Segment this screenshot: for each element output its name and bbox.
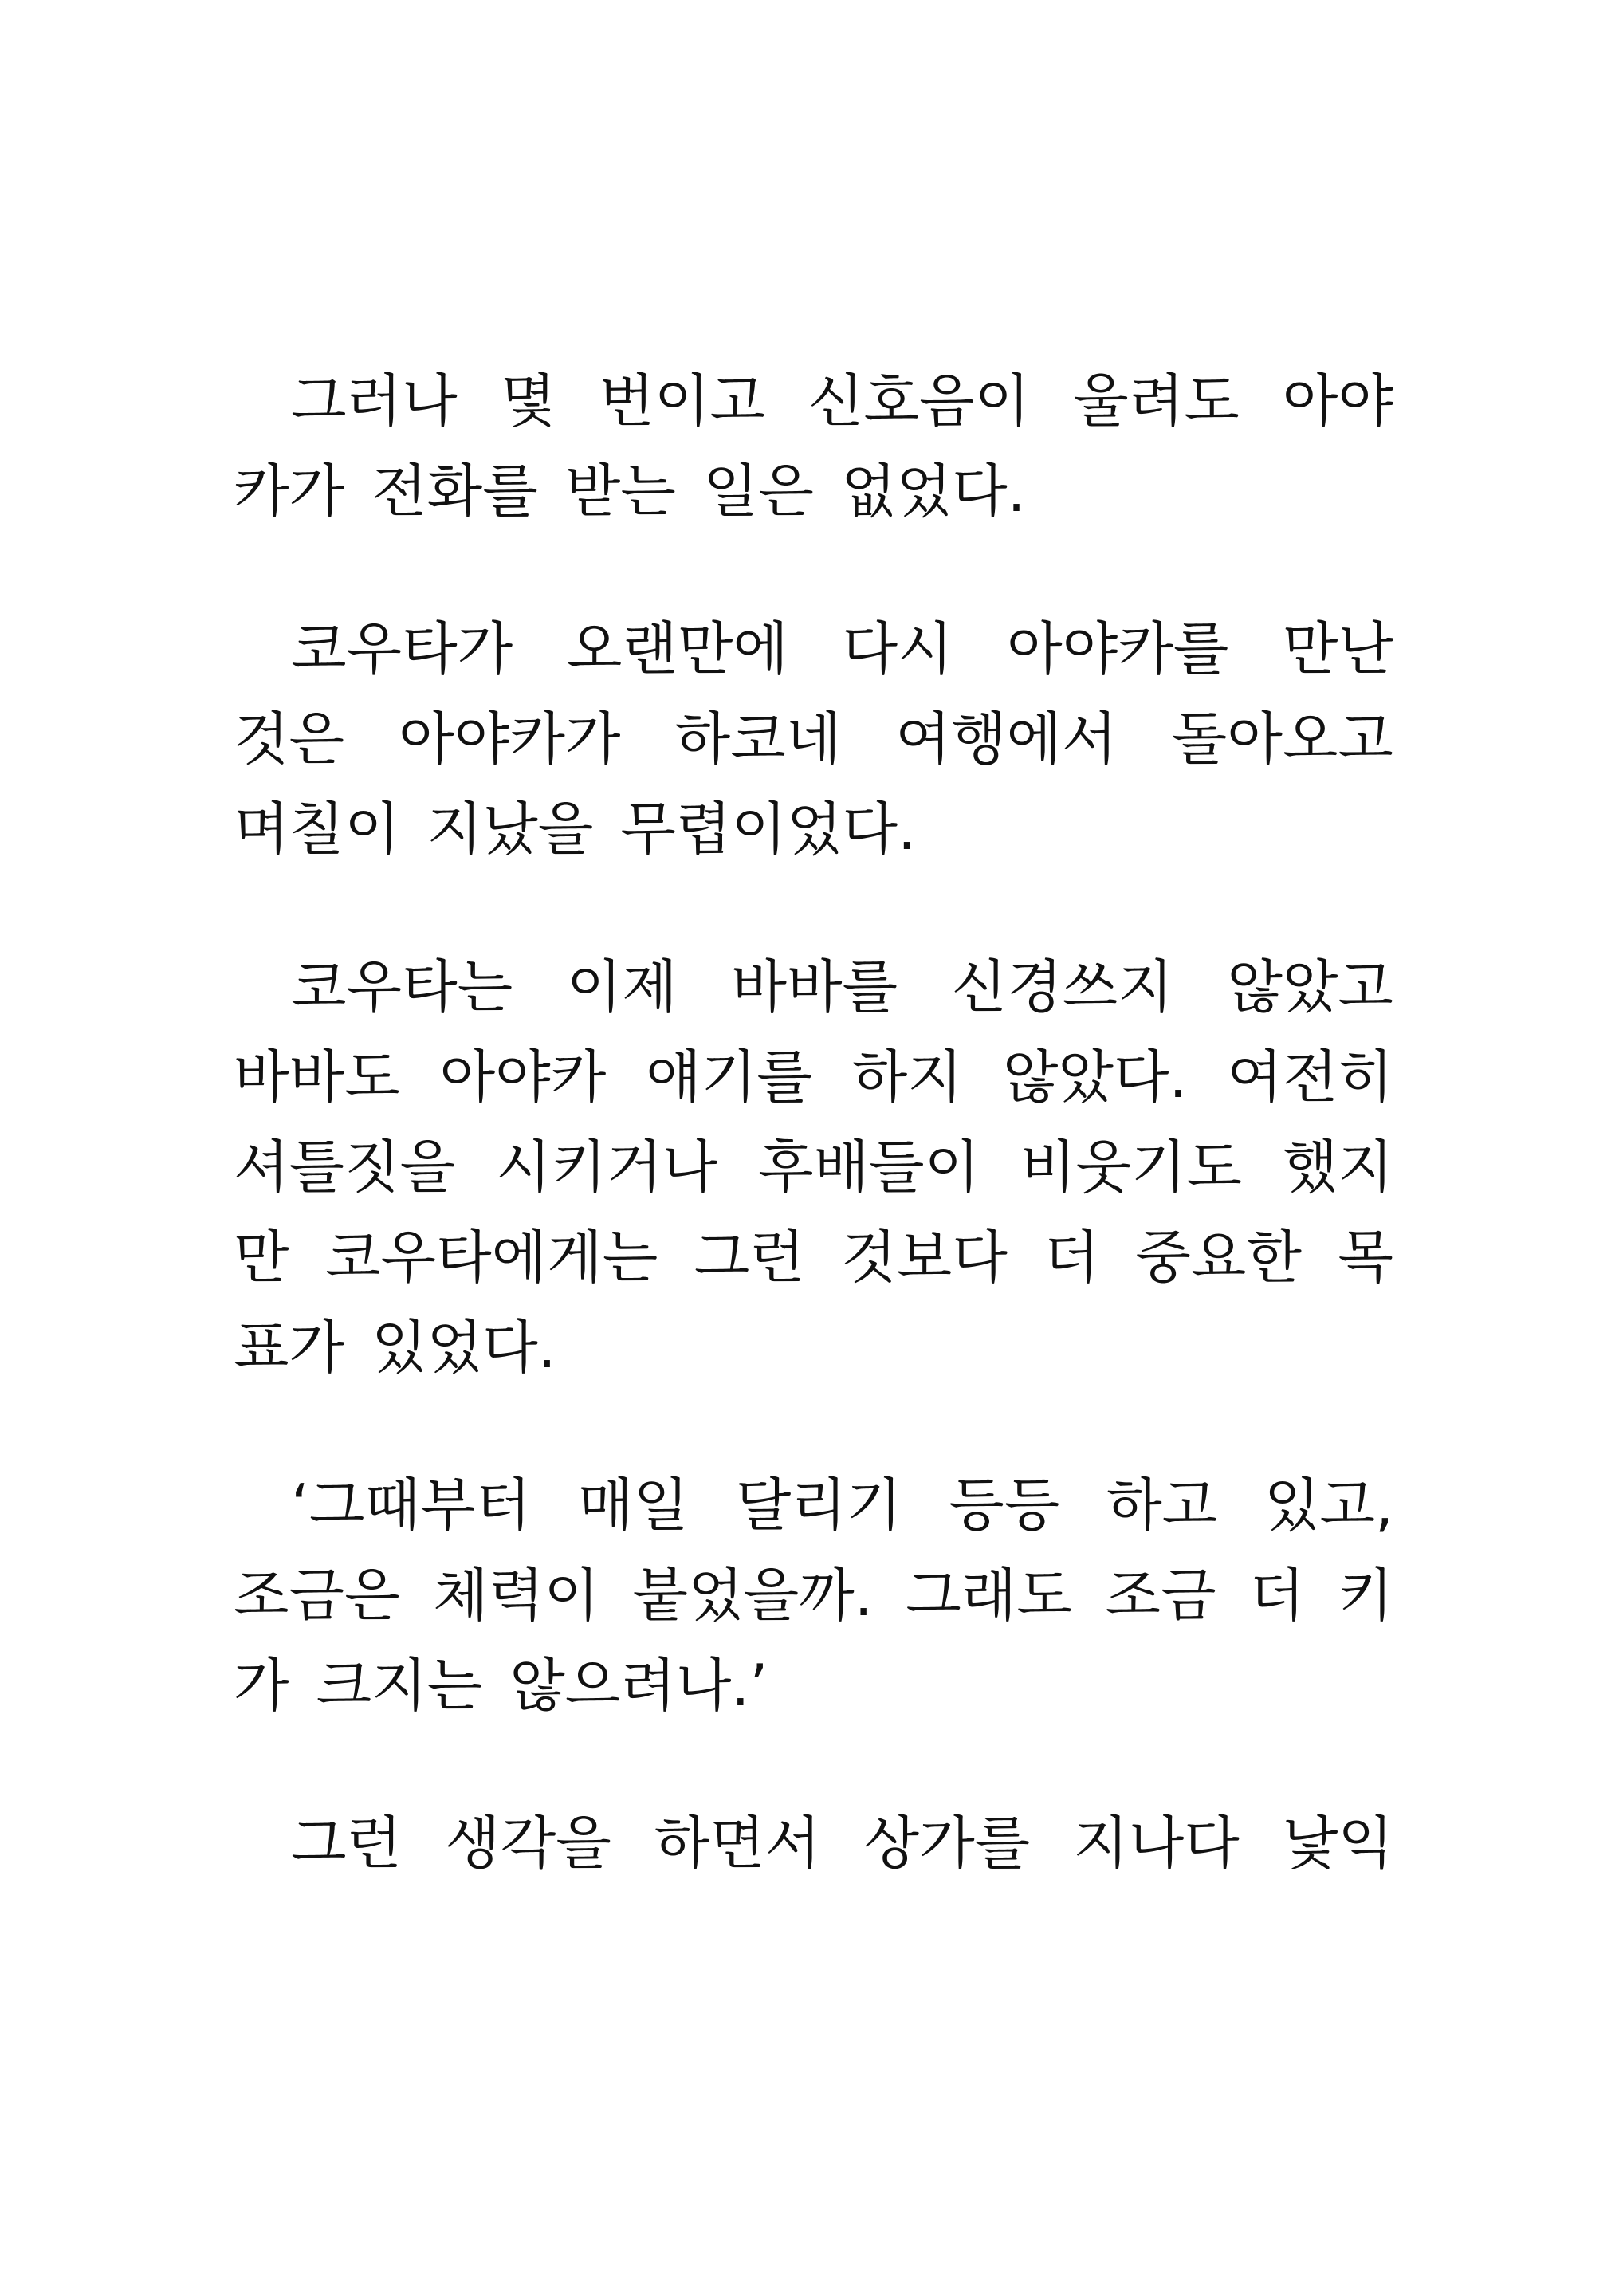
word: 울려도 bbox=[1073, 367, 1240, 434]
word: 아야카가 bbox=[399, 705, 621, 773]
word: 받는 bbox=[564, 457, 676, 525]
word: 조금은 bbox=[234, 1561, 400, 1629]
word: ‘그때부터 bbox=[291, 1471, 532, 1539]
word: 않았다. bbox=[1002, 1043, 1188, 1111]
text-line bbox=[234, 1635, 1393, 1725]
text-line bbox=[234, 689, 1393, 779]
word: 얘기를 bbox=[646, 1043, 812, 1111]
word: 표가 bbox=[234, 1313, 345, 1381]
text-line bbox=[234, 779, 1393, 869]
text-line bbox=[234, 1297, 1393, 1387]
text-line bbox=[234, 1793, 1393, 1883]
word: 일은 bbox=[702, 457, 814, 525]
text-line bbox=[234, 599, 1393, 689]
body-text bbox=[234, 351, 1393, 1883]
word: 여행에서 bbox=[895, 705, 1118, 773]
text-line bbox=[234, 1117, 1393, 1207]
word: 키 bbox=[1338, 1561, 1393, 1629]
word: 없었다. bbox=[840, 457, 1026, 525]
word: 생각을 bbox=[445, 1809, 611, 1877]
paragraph bbox=[234, 1455, 1393, 1725]
word: 비웃기도 bbox=[1020, 1133, 1243, 1201]
word: 이제 bbox=[566, 953, 678, 1020]
word: 가 bbox=[234, 1651, 289, 1719]
word: 하고 bbox=[1106, 1471, 1218, 1539]
word: 아야카를 bbox=[1007, 615, 1229, 682]
word: 후배들이 bbox=[757, 1133, 980, 1201]
paragraph bbox=[234, 1793, 1393, 1883]
word: 낯익 bbox=[1282, 1809, 1393, 1877]
word: 오랜만에 bbox=[566, 615, 788, 682]
word: 것보다 bbox=[841, 1223, 1008, 1291]
text-line bbox=[234, 1455, 1393, 1545]
word: 상가를 bbox=[863, 1809, 1031, 1877]
word: 지났을 bbox=[426, 795, 594, 863]
word: 했지 bbox=[1282, 1133, 1393, 1201]
word: 코우타는 bbox=[291, 953, 513, 1020]
word: 돌아오고 bbox=[1171, 705, 1393, 773]
paragraph bbox=[234, 937, 1393, 1387]
text-line bbox=[234, 1545, 1393, 1635]
word: 몇 bbox=[500, 367, 556, 434]
word: 코우타가 bbox=[291, 615, 513, 682]
word: 만 bbox=[234, 1223, 289, 1291]
word: 다시 bbox=[842, 615, 953, 682]
word: 있었다. bbox=[371, 1313, 556, 1381]
word: 카가 bbox=[234, 457, 345, 525]
word: 등등 bbox=[949, 1471, 1060, 1539]
text-line bbox=[234, 937, 1393, 1027]
text-line bbox=[234, 441, 1393, 531]
word: 있고, bbox=[1264, 1471, 1393, 1539]
word: 붙었을까. bbox=[632, 1561, 873, 1629]
word: 매일 bbox=[577, 1471, 689, 1539]
word: 하면서 bbox=[654, 1809, 821, 1877]
word: 며칠이 bbox=[234, 795, 400, 863]
word: 그래도 bbox=[906, 1561, 1072, 1629]
word: 그러나 bbox=[291, 367, 458, 434]
word: 지나다 bbox=[1073, 1809, 1240, 1877]
word: 크지는 bbox=[316, 1651, 483, 1719]
word: 하코네 bbox=[674, 705, 842, 773]
text-line bbox=[234, 1207, 1393, 1297]
word: 체력이 bbox=[433, 1561, 599, 1629]
word: 아야카 bbox=[439, 1043, 607, 1111]
word: 목 bbox=[1338, 1223, 1393, 1291]
text-line bbox=[234, 1027, 1393, 1117]
word: 코우타에게는 bbox=[324, 1223, 658, 1291]
word: 무렵이었다. bbox=[620, 795, 916, 863]
word: 그런 bbox=[291, 1809, 403, 1877]
word: 더 bbox=[1043, 1223, 1099, 1291]
text-line bbox=[234, 351, 1393, 441]
word: 번이고 bbox=[599, 367, 765, 434]
word: 여전히 bbox=[1227, 1043, 1393, 1111]
word: 신경쓰지 bbox=[951, 953, 1173, 1020]
word: 셔틀짓을 bbox=[234, 1133, 456, 1201]
word: 중요한 bbox=[1135, 1223, 1302, 1291]
word: 시키거나 bbox=[495, 1133, 718, 1201]
paragraph bbox=[234, 351, 1393, 531]
word: 하지 bbox=[851, 1043, 963, 1111]
word: 아야 bbox=[1282, 367, 1393, 434]
paragraph bbox=[234, 599, 1393, 869]
word: 바바를 bbox=[731, 953, 898, 1020]
word: 조금 bbox=[1105, 1561, 1216, 1629]
word: 전화를 bbox=[371, 457, 538, 525]
word: 않으려나.’ bbox=[509, 1651, 768, 1719]
word: 그런 bbox=[694, 1223, 805, 1291]
word: 만난 bbox=[1282, 615, 1393, 682]
word: 것은 bbox=[234, 705, 345, 773]
word: 달리기 bbox=[735, 1471, 902, 1539]
word: 바바도 bbox=[234, 1043, 400, 1111]
word: 않았고 bbox=[1227, 953, 1393, 1020]
word: 신호음이 bbox=[808, 367, 1031, 434]
word: 더 bbox=[1249, 1561, 1305, 1629]
